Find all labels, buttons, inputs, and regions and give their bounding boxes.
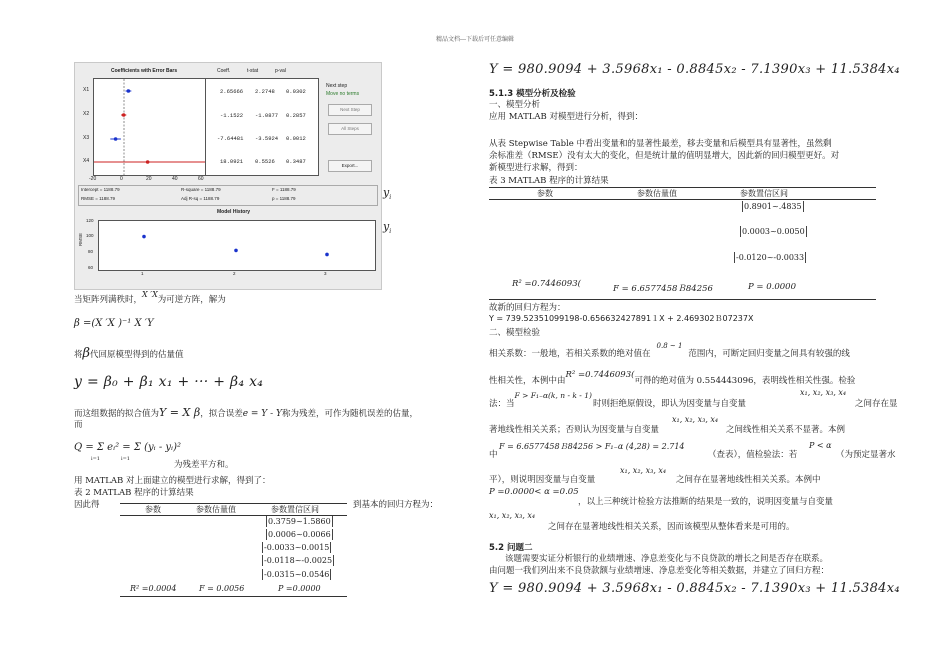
xtick-4: 60 — [198, 176, 204, 182]
xtick-3: 40 — [172, 176, 178, 182]
para-fit-values-cont: 而 — [74, 420, 83, 430]
export-button[interactable]: Export... — [328, 160, 372, 172]
table2-title: 表 2 MATLAB 程序的计算结果 — [74, 488, 194, 498]
row-label-x4: X4 — [83, 158, 90, 164]
hist-xtick-1: 2 — [233, 271, 236, 276]
all-steps-button[interactable]: All Steps — [328, 123, 372, 135]
t2-ci-4: -0.0315~0.0546 — [264, 570, 330, 579]
q2-para-b: 由问题一我们列出来不良贷款额与业绩增速、净息差变化等相关数据，并建立了回归方程： — [489, 566, 830, 576]
next-step-title: Next step — [326, 83, 348, 89]
table3-title: 表 3 MATLAB 程序的计算结果 — [489, 176, 609, 186]
coeff-x4: 18.0921 — [220, 158, 244, 165]
model-history-plot — [98, 220, 376, 271]
coeff-x3: -7.64481 — [217, 135, 244, 142]
table3-rule-mid — [489, 199, 876, 200]
para-stepwise-b: 余标准差（RMSE）没有太大的变化，但是统计量的值明显增大，因此新的回归模型更好。对 — [489, 151, 840, 161]
coef-point-x1 — [127, 89, 131, 93]
pval-x3: 0.0012 — [286, 135, 306, 142]
stat-adjrsq: Adj R-sq = 1188.79 — [181, 196, 220, 201]
q2-para-a: 该题需要实证分析银行的业绩增速、净息差变化与不良贷款的增长之间是否存在联系。 — [505, 554, 829, 564]
section-5-1-3: 5.1.3 模型分析及检验 — [489, 89, 576, 99]
corr-line-2: 性相关性，本例中由R² =0.7446093(可得的绝对值为 0.554443096，表明线性相关性强。检验 — [489, 370, 856, 386]
p-condition: P < α — [809, 441, 832, 450]
table2-rule-bottom — [120, 596, 347, 597]
t2-head-param: 参数 — [145, 505, 161, 514]
table2-tail: 到基本的回归方程为： — [353, 500, 439, 510]
q-sub-1: i=1 — [91, 456, 100, 462]
hist-ytick-1: 100 — [86, 233, 94, 238]
hist-ytick-3: 60 — [88, 265, 94, 270]
t3-head-param: 参数 — [537, 189, 553, 198]
history-point-3 — [325, 253, 329, 257]
table3-rule-bottom — [489, 299, 876, 300]
tstat-x2: -1.0877 — [255, 112, 279, 119]
pval-x2: 0.2857 — [286, 112, 306, 119]
ftest-line-4: 平），则说明因变量与自变量 — [489, 475, 596, 485]
t3-head-ci: 参数置信区间 — [740, 189, 788, 198]
hist-xtick-2: 3 — [324, 271, 327, 276]
t2-head-ci: 参数置信区间 — [271, 505, 319, 514]
coef-point-x3 — [114, 137, 118, 141]
ftest-line-3: 中 — [489, 450, 498, 460]
history-title: Model History — [217, 209, 251, 215]
col-coeff: Coeff. — [217, 68, 231, 74]
page-header: 精品文档---下载后可任意编辑 — [435, 36, 515, 43]
coeff-x1: 2.65666 — [220, 88, 244, 95]
q-sub-2: i=1 — [121, 456, 130, 462]
p-value: P =0.0000< α =0.05 — [489, 487, 579, 497]
yi-symbol-b: $y_i$ — [383, 220, 392, 236]
row-label-x3: X3 — [83, 135, 90, 141]
tstat-x4: 0.5526 — [255, 158, 275, 165]
pval-x1: 0.0302 — [286, 88, 306, 95]
para-stepwise-c: 新模型进行求解，得到： — [489, 163, 583, 173]
ftest-line-6: 之间存在显著地线性相关关系，因而该模型从整体看来是可用的。 — [548, 522, 795, 532]
row-label-x1: X1 — [83, 87, 90, 93]
ftest-value: F = 6.6577458Ｂ84256 > F₁₋α (4,28) = 2.714 — [499, 442, 685, 451]
t2-f: F = 0.0056 — [199, 584, 245, 593]
t2-ci-3: -0.0118~-0.0025 — [264, 556, 333, 565]
sub-model-analysis: 一、模型分析 — [489, 100, 541, 110]
sub-model-check: 二、模型检验 — [489, 328, 541, 338]
stat-intercept: Intercept = 1188.79 — [81, 187, 120, 192]
beta-solution-eq: β =(X ′X )⁻¹ X ′Y — [74, 318, 154, 329]
regression-eq-top: Y = 980.9094 + 3.5968x₁ - 0.8845x₂ - 7.1390x₃ + 11.5384x₄ — [489, 62, 900, 77]
ftest-line-2b: 之间线性相关关系不显著。本例 — [726, 425, 846, 435]
tstat-x3: -3.5924 — [255, 135, 279, 142]
t2-ci-0: 0.3759~1.5860 — [268, 517, 331, 526]
t3-ci-0: 0.8901~.4835 — [744, 202, 802, 211]
section-5-2: 5.2 问题二 — [489, 543, 533, 553]
t2-head-estimate: 参数估量值 — [196, 505, 236, 514]
estimate-eq: y = β₀ + β₁ x₁ + ··· + β₄ x₄ — [74, 374, 264, 390]
t2-ci-1: 0.0006~0.0066 — [268, 530, 331, 539]
para-stepwise-a: 从表 Stepwise Table 中看出变量和的显著性最差，移去变量和后模型具有显著性，虽然剩 — [489, 139, 832, 149]
t3-f: F = 6.6577458Ｂ84256 — [613, 284, 713, 294]
new-eq-label: 故新的回归方程为： — [489, 303, 566, 313]
yi-symbol-a: $y_i$ — [383, 186, 392, 202]
ftest-vars-1: x₁, x₂, x₃, x₄ — [800, 388, 847, 397]
t2-r2: R² =0.0004 — [130, 584, 177, 593]
stepwise-figure — [74, 62, 382, 290]
stat-rmse: RMSE = 1188.79 — [81, 196, 116, 201]
table2-lead: 因此得 — [74, 500, 100, 510]
coef-plot-title: Coefficients with Error Bars — [111, 68, 178, 74]
q-residual-eq: Q = Σ eᵢ² = Σ (yᵢ - yᵢ)² — [74, 442, 181, 453]
para-full-rank: 当矩阵列满秩时，X ′X为可逆方阵，解为 — [74, 290, 226, 305]
history-ylabel: RMSE — [78, 232, 84, 247]
para-matlab-solve: 用 MATLAB 对上面建立的模型进行求解，得到了： — [74, 476, 271, 486]
ftest-line-1c: 之间存在显 — [855, 399, 898, 409]
regression-eq-bottom: Y = 980.9094 + 3.5968x₁ - 0.8845x₂ - 7.1390x₃ + 11.5384x₄ — [489, 581, 900, 596]
pval-x4: 0.3487 — [286, 158, 306, 165]
stat-rsquare: R-square = 1188.79 — [181, 187, 221, 192]
row-label-x2: X2 — [83, 111, 90, 117]
corr-line-1: 相关系数：一般地，若相关系数的绝对值在$^{0.8 \sim 1}$范围内，可断定回归变量之间具有较强的线 — [489, 342, 850, 359]
ftest-line-1: 法：当F > F₁₋α(k, n - k - 1) — [489, 391, 592, 409]
stats-strip — [78, 185, 378, 206]
coeff-x2: -1.1522 — [220, 112, 244, 119]
ftest-vars-3: x₁, x₂, x₃, x₄ — [620, 466, 667, 475]
coef-errorbar-plot — [93, 78, 207, 176]
t3-ci-2: -0.0120~-0.0033 — [736, 253, 805, 262]
ftest-line-1b: 时则拒绝原假设，即认为因变量与自变量 — [593, 399, 747, 409]
stat-f: F = 1188.79 — [272, 187, 296, 192]
ftest-line-3c: （为预定显著水 — [836, 450, 896, 460]
ftest-line-3b: （查表），值检验法：若 — [708, 450, 798, 460]
next-step-value: Move no terms — [326, 91, 360, 97]
next-step-button[interactable]: Next Step — [328, 104, 372, 116]
history-point-1 — [142, 235, 146, 239]
t2-ci-2: -0.0033~0.0015 — [264, 543, 330, 552]
ftest-line-2: 著地线性相关关系；否则认为因变量与自变量 — [489, 425, 660, 435]
stat-p: p = 1188.79 — [272, 196, 296, 201]
ftest-vars-2: x₁, x₂, x₃, x₄ — [672, 415, 719, 424]
ftest-vars-4: x₁, x₂, x₃, x₄ — [489, 511, 536, 520]
para-substitute: 将β代回原模型得到的估量值 — [74, 346, 184, 361]
para-fit-values: 而这组数据的拟合值为Y = X β，拟合误差e = Y - Y称为残差，可作为随机误差的估量， — [74, 406, 418, 419]
t3-ci-1: 0.0003~0.0050 — [742, 227, 805, 236]
col-pval: p-val — [275, 68, 286, 74]
coef-point-x2 — [122, 113, 126, 117]
col-tstat: t-stat — [247, 68, 259, 74]
new-regression-eq: Y = 739.52351099198-0.656632427891１X + 2.469302Ｂ07237X — [489, 314, 754, 323]
line-apply-matlab: 应用 MATLAB 对模型进行分析，得到： — [489, 112, 643, 122]
tstat-x1: 2.2748 — [255, 88, 275, 95]
hist-ytick-2: 80 — [88, 249, 94, 254]
q-note: 为残差平方和。 — [174, 460, 234, 470]
t3-r2: R² =0.7446093( — [512, 279, 581, 289]
coef-point-x4 — [146, 160, 150, 164]
history-point-2 — [234, 249, 238, 253]
xtick-1: 0 — [120, 176, 123, 182]
ftest-line-5: ，以上三种统计检验方法推断的结果是一致的，说明因变量与自变量 — [578, 497, 834, 507]
xtick-2: 20 — [146, 176, 152, 182]
xtick-0: -20 — [89, 176, 97, 182]
hist-ytick-0: 120 — [86, 218, 94, 223]
t3-head-estimate: 参数估量值 — [637, 189, 677, 198]
t3-p: P = 0.0000 — [748, 282, 796, 292]
hist-xtick-0: 1 — [141, 271, 144, 276]
ftest-line-4b: 之间存在显著地线性相关关系。本例中 — [676, 475, 821, 485]
t2-p: P =0.0000 — [278, 584, 321, 593]
